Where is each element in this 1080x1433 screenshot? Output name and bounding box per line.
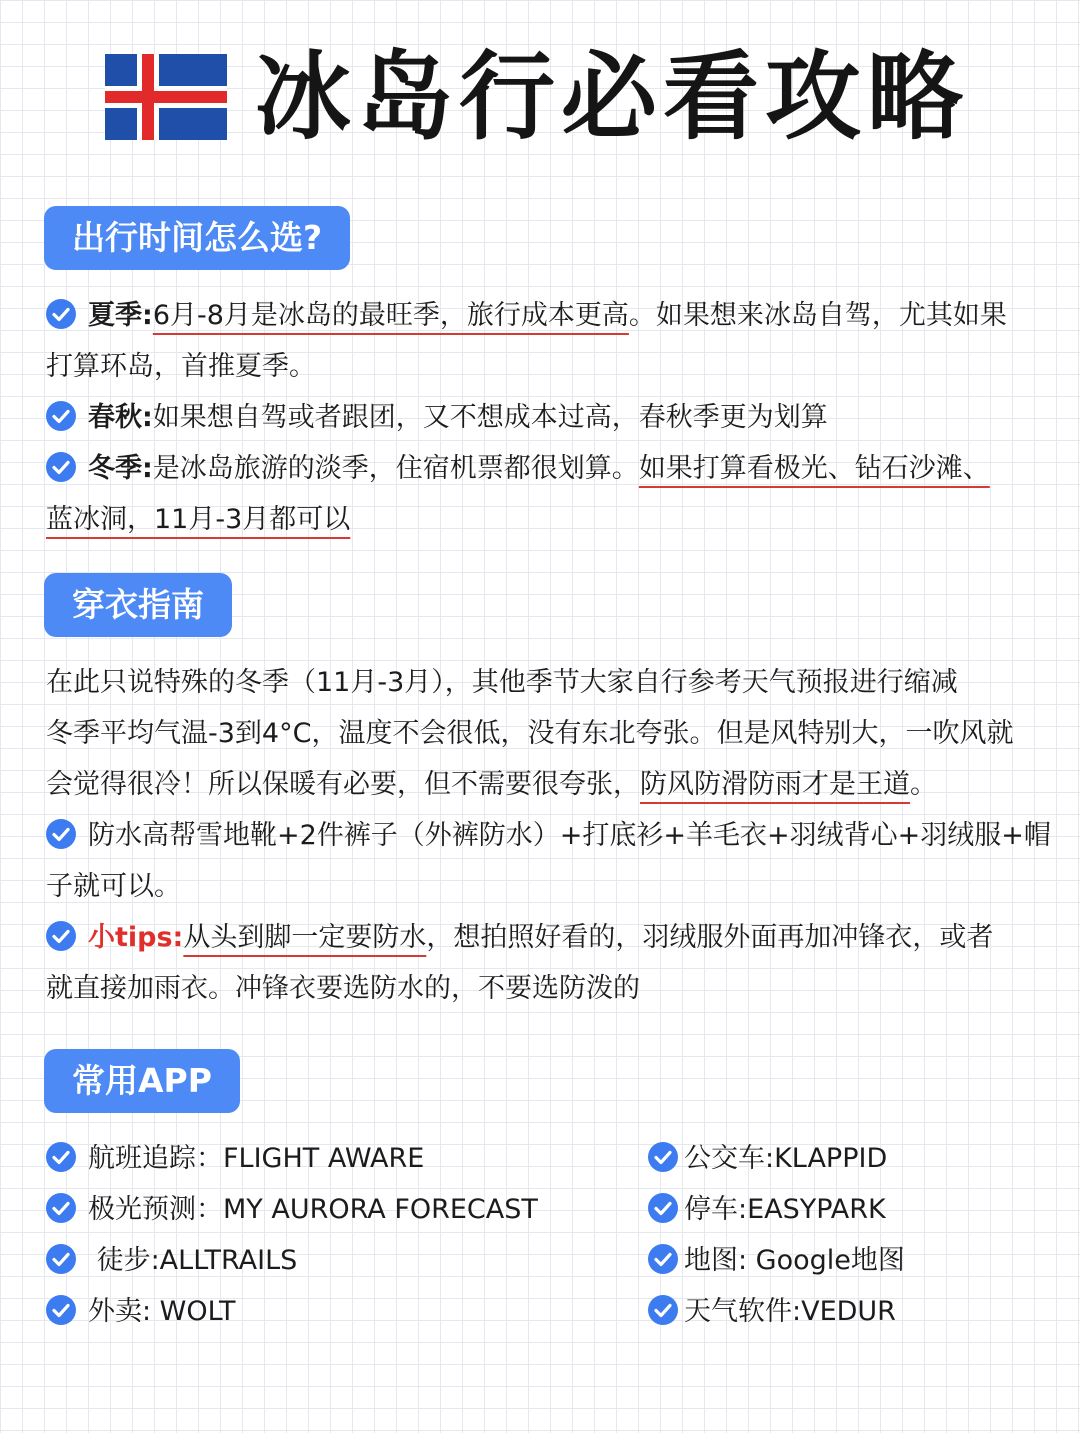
check-circle-icon <box>46 819 76 849</box>
section-pill-apps: 常用APP <box>44 1049 240 1113</box>
app-item-label: 徒步:ALLTRAILS <box>88 1245 298 1276</box>
app-item <box>648 1133 905 1184</box>
apps-left-column <box>46 1133 538 1337</box>
tips-line-1 <box>46 912 1046 963</box>
check-circle-icon <box>46 1142 76 1172</box>
app-item-label: 停车:EASYPARK <box>684 1194 886 1225</box>
app-item <box>648 1235 905 1286</box>
summer-line-1 <box>46 290 1046 341</box>
check-circle-icon <box>46 921 76 951</box>
travel-time-content <box>46 290 1046 545</box>
check-circle-icon <box>648 1193 678 1223</box>
spring-line <box>46 392 1046 443</box>
summer-text-highlight: 6月-8月是冰岛的最旺季，旅行成本更高 <box>152 300 629 331</box>
tips-text: ，想拍照好看的，羽绒服外面再加冲锋衣，或者 <box>426 922 994 953</box>
app-item <box>648 1286 905 1337</box>
winter-line-2 <box>46 494 1046 545</box>
app-item-label: 航班追踪：FLIGHT AWARE <box>88 1143 425 1174</box>
clothing-item-line-1 <box>46 810 1051 861</box>
app-item-label: 极光预测：MY AURORA FORECAST <box>88 1194 538 1225</box>
check-circle-icon <box>46 452 76 482</box>
tips-text-highlight: 从头到脚一定要防水 <box>183 922 427 953</box>
app-item <box>648 1184 905 1235</box>
app-item <box>46 1286 538 1337</box>
winter-text-highlight-2: 蓝冰洞，11月-3月都可以 <box>46 504 351 535</box>
spring-text: 如果想自驾或者跟团，又不想成本过高，春秋季更为划算 <box>152 402 828 433</box>
clothing-line-3 <box>46 759 1046 810</box>
iceland-flag-icon <box>105 54 227 140</box>
summer-text: 。如果想来冰岛自驾，尤其如果 <box>628 300 1007 331</box>
check-circle-icon <box>46 1244 76 1274</box>
clothing-text-end: 。 <box>910 769 937 800</box>
tips-line-2: 就直接加雨衣。冲锋衣要选防水的，不要选防泼的 <box>46 973 640 1004</box>
app-item <box>46 1184 538 1235</box>
winter-text-highlight: 如果打算看极光、钻石沙滩、 <box>638 453 990 484</box>
section-pill-travel-time: 出行时间怎么选? <box>44 206 350 270</box>
summer-label: 夏季: <box>88 300 153 331</box>
clothing-content <box>46 657 1051 1014</box>
app-item-label: 天气软件:VEDUR <box>684 1296 896 1327</box>
apps-right-column <box>648 1133 905 1337</box>
section-pill-clothing: 穿衣指南 <box>44 573 232 637</box>
app-item <box>46 1133 538 1184</box>
clothing-item-text: 防水高帮雪地靴+2件裤子（外裤防水）+打底衫+羊毛衣+羽绒背心+羽绒服+帽 <box>88 820 1051 851</box>
clothing-item-line-2: 子就可以。 <box>46 871 181 902</box>
tips-label: 小tips: <box>88 922 184 953</box>
check-circle-icon <box>648 1142 678 1172</box>
clothing-text-highlight: 防风防滑防雨才是王道 <box>640 769 910 800</box>
check-circle-icon <box>46 401 76 431</box>
clothing-text: 会觉得很冷！所以保暖有必要，但不需要很夸张， <box>46 769 640 800</box>
check-circle-icon <box>46 299 76 329</box>
clothing-line-2: 冬季平均气温-3到4°C，温度不会很低，没有东北夸张。但是风特别大，一吹风就 <box>46 718 1014 749</box>
check-circle-icon <box>648 1295 678 1325</box>
winter-label: 冬季: <box>88 453 153 484</box>
header <box>0 40 1080 153</box>
app-item-label: 地图: Google地图 <box>684 1245 905 1276</box>
summer-line-2: 打算环岛，首推夏季。 <box>46 351 316 382</box>
spring-label: 春秋: <box>88 402 153 433</box>
app-item-label: 外卖: WOLT <box>88 1296 236 1327</box>
app-item-label: 公交车:KLAPPID <box>684 1143 888 1174</box>
winter-text: 是冰岛旅游的淡季，住宿机票都很划算。 <box>152 453 639 484</box>
clothing-line-1: 在此只说特殊的冬季（11月-3月），其他季节大家自行参考天气预报进行缩减 <box>46 667 958 698</box>
check-circle-icon <box>46 1295 76 1325</box>
winter-line-1 <box>46 443 1046 494</box>
page-title: 冰岛行必看攻略 <box>255 41 969 153</box>
check-circle-icon <box>46 1193 76 1223</box>
check-circle-icon <box>648 1244 678 1274</box>
app-item <box>46 1235 538 1286</box>
